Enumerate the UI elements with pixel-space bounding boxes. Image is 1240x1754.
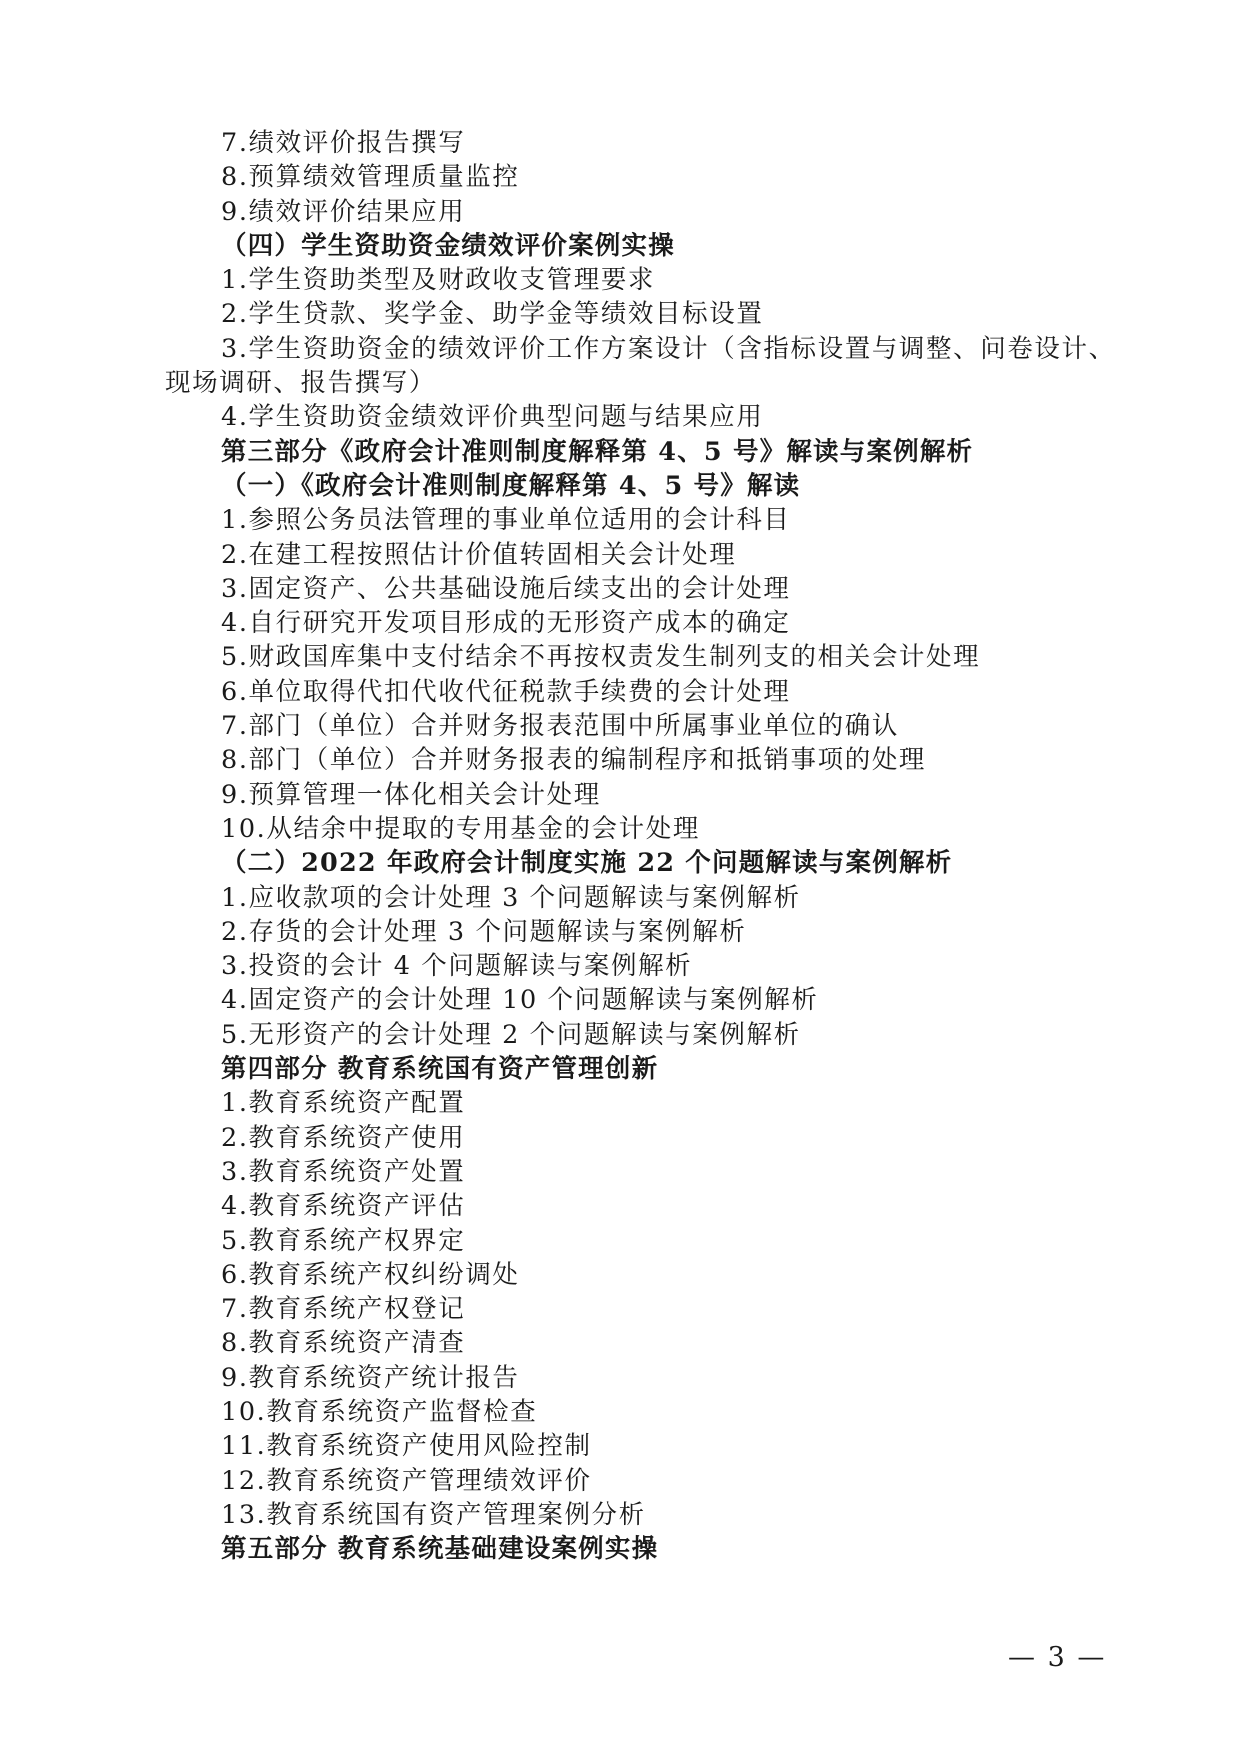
list-item: 4.固定资产的会计处理 10 个问题解读与案例解析 — [221, 985, 819, 1016]
list-item: 8.预算绩效管理质量监控 — [221, 162, 520, 193]
list-item: 10.从结余中提取的专用基金的会计处理 — [221, 813, 700, 844]
document-body — [0, 126, 1240, 1566]
list-item: 1.教育系统资产配置 — [221, 1088, 466, 1119]
list-item: 7.教育系统产权登记 — [221, 1294, 466, 1325]
list-item: 1.应收款项的会计处理 3 个问题解读与案例解析 — [221, 882, 801, 913]
list-item: 8.部门（单位）合并财务报表的编制程序和抵销事项的处理 — [221, 745, 927, 776]
section-heading: （一）《政府会计准则制度解释第 4、5 号》解读 — [221, 470, 801, 501]
list-item: 2.在建工程按照估计价值转固相关会计处理 — [221, 539, 737, 570]
list-item: 3.固定资产、公共基础设施后续支出的会计处理 — [221, 573, 791, 604]
page-number: — 3 — — [1008, 1642, 1107, 1673]
list-item: 5.教育系统产权界定 — [221, 1225, 466, 1256]
list-item: 12.教育系统资产管理绩效评价 — [221, 1465, 592, 1496]
list-item: 1.学生资助类型及财政收支管理要求 — [221, 265, 656, 296]
section-heading: （四）学生资助资金绩效评价案例实操 — [221, 230, 675, 261]
list-item: 2.存货的会计处理 3 个问题解读与案例解析 — [221, 916, 747, 947]
list-item: 5.无形资产的会计处理 2 个问题解读与案例解析 — [221, 1019, 801, 1050]
list-item: 3.投资的会计 4 个问题解读与案例解析 — [221, 951, 693, 982]
list-item: 6.单位取得代扣代收代征税款手续费的会计处理 — [221, 676, 791, 707]
list-item: 3.教育系统资产处置 — [221, 1156, 466, 1187]
list-item: 现场调研、报告撰写） — [165, 368, 437, 399]
list-item: 7.绩效评价报告撰写 — [221, 128, 466, 158]
list-item: 7.部门（单位）合并财务报表范围中所属事业单位的确认 — [221, 711, 899, 742]
section-heading: （二）2022 年政府会计制度实施 22 个问题解读与案例解析 — [221, 848, 953, 879]
list-item: 5.财政国库集中支付结余不再按权责发生制列支的相关会计处理 — [221, 642, 981, 673]
list-item: 1.参照公务员法管理的事业单位适用的会计科目 — [221, 505, 791, 536]
list-item: 8.教育系统资产清查 — [221, 1328, 466, 1359]
list-item: 9.预算管理一体化相关会计处理 — [221, 779, 601, 810]
section-heading: 第四部分 教育系统国有资产管理创新 — [221, 1054, 659, 1085]
list-item: 2.学生贷款、奖学金、助学金等绩效目标设置 — [221, 299, 764, 330]
list-item: 2.教育系统资产使用 — [221, 1122, 466, 1153]
list-item: 4.学生资助资金绩效评价典型问题与结果应用 — [221, 402, 764, 433]
list-item: 6.教育系统产权纠纷调处 — [221, 1259, 520, 1290]
list-item: 9.绩效评价结果应用 — [221, 196, 466, 227]
list-item: 13.教育系统国有资产管理案例分析 — [221, 1499, 646, 1530]
list-item: 3.学生资助资金的绩效评价工作方案设计（含指标设置与调整、问卷设计、 — [221, 333, 1116, 364]
section-heading: 第三部分《政府会计准则制度解释第 4、5 号》解读与案例解析 — [221, 436, 974, 467]
list-item: 11.教育系统资产使用风险控制 — [221, 1431, 592, 1462]
list-item: 4.教育系统资产评估 — [221, 1191, 466, 1222]
list-item: 4.自行研究开发项目形成的无形资产成本的确定 — [221, 608, 791, 639]
list-item: 10.教育系统资产监督检查 — [221, 1396, 538, 1427]
list-item: 9.教育系统资产统计报告 — [221, 1362, 520, 1393]
section-heading: 第五部分 教育系统基础建设案例实操 — [221, 1534, 659, 1565]
